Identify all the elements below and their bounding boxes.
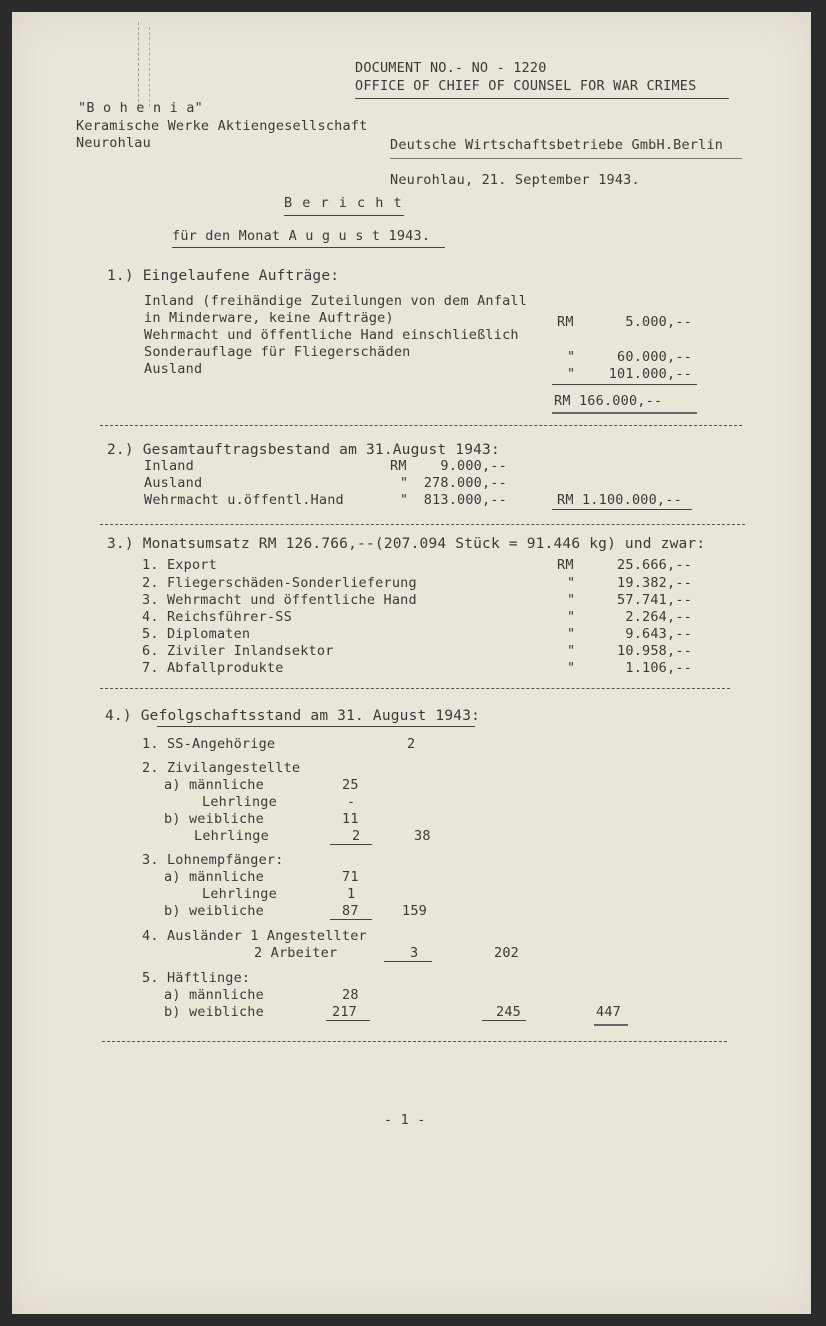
order-row-label: Ausland <box>144 475 203 491</box>
currency-label: " <box>567 366 576 382</box>
currency-label: " <box>567 592 576 608</box>
staff-label: 1. SS-Angehörige <box>142 736 276 752</box>
staff-label: 5. Häftlinge: <box>142 970 251 986</box>
sum-line <box>330 844 372 845</box>
page-number: - 1 - <box>384 1112 426 1128</box>
section-divider <box>102 1041 727 1042</box>
currency-label: " <box>567 660 576 676</box>
sum-line <box>482 1020 526 1021</box>
staff-label: Lehrlinge <box>194 828 269 844</box>
staff-value: 2 <box>407 736 416 752</box>
section-1-heading: 1.) Eingelaufene Aufträge: <box>107 268 340 284</box>
total-underline <box>552 509 692 510</box>
grand-total: 447 <box>596 1004 621 1020</box>
staff-subtotal: 245 <box>496 1004 521 1020</box>
order-row-label: Wehrmacht u.öffentl.Hand <box>144 492 344 508</box>
total-double-line <box>594 1024 628 1028</box>
recipient: Deutsche Wirtschaftsbetriebe GmbH.Berlin <box>390 137 724 153</box>
currency-label: " <box>567 349 576 365</box>
place-date: Neurohlau, 21. September 1943. <box>390 172 640 188</box>
section-1-line: in Minderware, keine Aufträge) <box>144 310 394 326</box>
staff-subtotal: 38 <box>414 828 431 844</box>
section-2-total: RM 1.100.000,-- <box>557 492 682 508</box>
section-1-total: RM 166.000,-- <box>554 393 663 409</box>
office-underline <box>355 98 729 99</box>
turnover-label: 3. Wehrmacht und öffentliche Hand <box>142 592 417 608</box>
staff-value: - <box>347 794 356 810</box>
staff-subtotal: 159 <box>402 903 427 919</box>
subtitle-underline <box>172 247 445 248</box>
staff-value: 2 <box>352 828 361 844</box>
turnover-value: 2.264,-- <box>625 609 692 625</box>
turnover-label: 7. Abfallprodukte <box>142 660 284 676</box>
order-row-value: 278.000,-- <box>423 475 507 491</box>
turnover-value: 1.106,-- <box>625 660 692 676</box>
amount-value: 5.000,-- <box>625 314 692 330</box>
turnover-value: 57.741,-- <box>617 592 692 608</box>
staff-label: 4. Ausländer 1 Angestellter <box>142 928 367 944</box>
staff-label: 3. Lohnempfänger: <box>142 852 284 868</box>
punch-mark <box>149 27 150 107</box>
turnover-value: 19.382,-- <box>617 575 692 591</box>
sum-line <box>326 1020 370 1021</box>
staff-value: 1 <box>347 886 356 902</box>
currency-label: " <box>567 609 576 625</box>
turnover-value: 25.666,-- <box>617 557 692 573</box>
order-row-label: Inland <box>144 458 194 474</box>
turnover-value: 10.958,-- <box>617 643 692 659</box>
total-double-line <box>552 412 697 416</box>
section-3-heading: 3.) Monatsumsatz RM 126.766,--(207.094 Stück = 91.446 kg) und zwar: <box>107 536 706 552</box>
staff-value: 28 <box>342 987 359 1003</box>
heading-underline <box>157 726 475 727</box>
recipient-rule <box>390 158 742 159</box>
staff-label: a) männliche <box>164 987 264 1003</box>
sum-line <box>552 384 697 385</box>
sum-line <box>384 961 432 962</box>
section-divider <box>100 524 745 525</box>
report-subtitle: für den Monat A u g u s t 1943. <box>172 228 431 244</box>
turnover-label: 1. Export <box>142 557 217 573</box>
amount-value: 60.000,-- <box>617 349 692 365</box>
order-row-value: 813.000,-- <box>423 492 507 508</box>
section-divider <box>100 425 742 426</box>
turnover-label: 4. Reichsführer-SS <box>142 609 292 625</box>
company-type: Keramische Werke Aktiengesellschaft <box>76 118 368 134</box>
staff-label: b) weibliche <box>164 1004 264 1020</box>
staff-label: a) männliche <box>164 869 264 885</box>
staff-label: Lehrlinge <box>202 794 277 810</box>
staff-value: 71 <box>342 869 359 885</box>
report-title: B e r i c h t <box>284 195 403 211</box>
staff-value: 25 <box>342 777 359 793</box>
order-row-value: 9.000,-- <box>440 458 507 474</box>
title-underline <box>284 215 404 216</box>
staff-value: 87 <box>342 903 359 919</box>
currency-label: " <box>400 475 409 491</box>
section-1-line: Sonderauflage für Fliegerschäden <box>144 344 411 360</box>
currency-label: " <box>567 575 576 591</box>
section-1-line: Wehrmacht und öffentliche Hand einschließlich <box>144 327 519 343</box>
section-4-heading: 4.) Gefolgschaftsstand am 31. August 1943: <box>105 708 481 724</box>
section-1-line: Inland (freihändige Zuteilungen von dem Anfall <box>144 293 528 309</box>
staff-label: 2 Arbeiter <box>254 945 338 961</box>
office-line: OFFICE OF CHIEF OF COUNSEL FOR WAR CRIMES <box>355 78 697 94</box>
currency-label: RM <box>390 458 407 474</box>
sum-line <box>330 919 372 920</box>
staff-value: 3 <box>410 945 419 961</box>
staff-label: 2. Zivilangestellte <box>142 760 301 776</box>
staff-value: 217 <box>332 1004 357 1020</box>
staff-value: 11 <box>342 811 359 827</box>
currency-label: RM <box>557 557 574 573</box>
staff-subtotal: 202 <box>494 945 519 961</box>
staff-label: a) männliche <box>164 777 264 793</box>
currency-label: " <box>567 626 576 642</box>
section-1-line: Ausland <box>144 361 203 377</box>
staff-label: Lehrlinge <box>202 886 277 902</box>
section-2-heading: 2.) Gesamtauftragsbestand am 31.August 1943: <box>107 442 500 458</box>
amount-value: 101.000,-- <box>608 366 692 382</box>
section-divider <box>100 688 730 689</box>
currency-label: RM <box>557 314 574 330</box>
staff-label: b) weibliche <box>164 811 264 827</box>
turnover-label: 5. Diplomaten <box>142 626 251 642</box>
turnover-label: 6. Ziviler Inlandsektor <box>142 643 334 659</box>
company-name: "B o h e n i a" <box>78 100 203 116</box>
staff-label: b) weibliche <box>164 903 264 919</box>
document-page <box>12 12 811 1314</box>
punch-mark <box>138 22 139 107</box>
turnover-label: 2. Fliegerschäden-Sonderlieferung <box>142 575 417 591</box>
turnover-value: 9.643,-- <box>625 626 692 642</box>
currency-label: " <box>567 643 576 659</box>
currency-label: " <box>400 492 409 508</box>
document-number: DOCUMENT NO.- NO - 1220 <box>355 60 547 76</box>
company-location: Neurohlau <box>76 135 151 151</box>
